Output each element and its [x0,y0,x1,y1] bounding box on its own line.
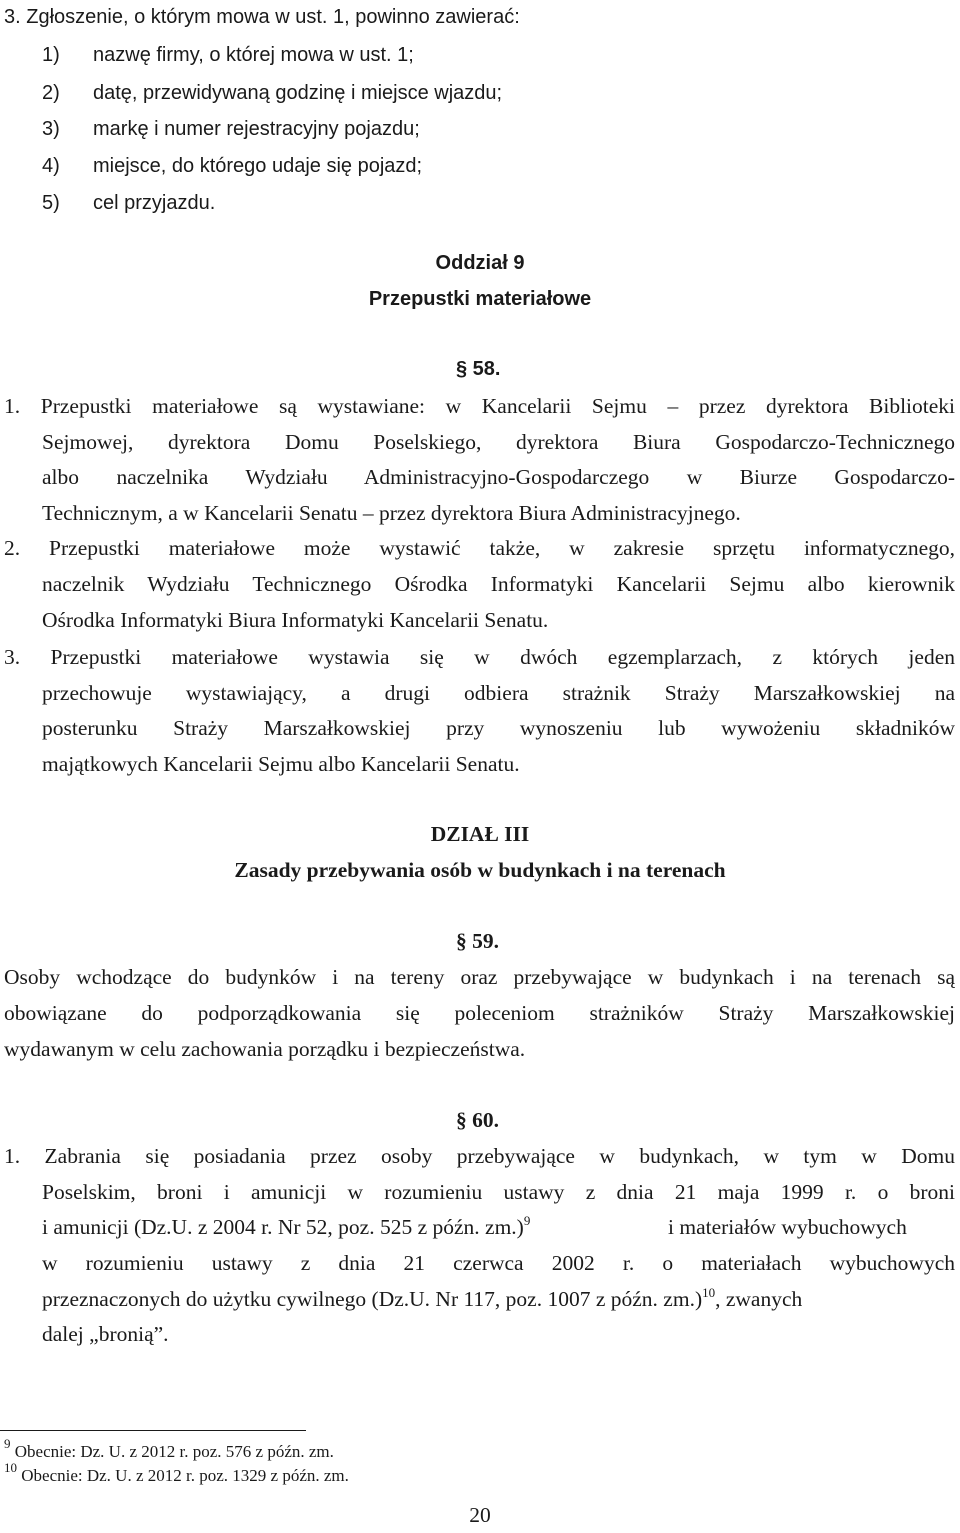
footnote [4,1460,349,1486]
text-line: 3. Przepustki materiałowe wystawia się w dwóch egzemplarzach, z których jeden [4,645,955,669]
text-line: 1. Zabrania się posiadania przez osoby przebywające w budynkach, w tym w Domu [4,1144,955,1168]
text-line [42,1215,530,1240]
paragraph-symbol: § 59. [456,929,499,953]
footnote-number: 9 [4,1436,11,1451]
text-segment: i materiałów wybuchowych [668,1215,907,1239]
text-line: wydawanym w celu zachowania porządku i bezpieczeństwa. [4,1037,526,1061]
section-subtitle: Przepustki materiałowe [368,288,592,310]
paragraph-symbol: § 58. [456,358,501,380]
text-line: 2. Przepustki materiałowe może wystawić także, w zakresie sprzętu informatycznego, [4,536,955,560]
text-line: Technicznym, a w Kancelarii Senatu – przez dyrektora Biura Administracyjnego. [42,501,741,525]
page-number: 20 [469,1503,491,1527]
text-line: obowiązane do podporządkowania się poleceniom strażników Straży Marszałkowskiej [4,1001,955,1025]
section-title: Oddział 9 [435,252,525,274]
division-subtitle: Zasady przebywania osób w budynkach i na terenach [234,858,726,882]
text-line [42,1287,802,1312]
intro-heading: 3. Zgłoszenie, o którym mowa w ust. 1, powinno zawierać: [4,6,520,28]
list-item: nazwę firmy, o której mowa w ust. 1; [93,44,414,66]
footnote-reference[interactable]: 10 [702,1285,716,1300]
footnote-number: 10 [4,1460,17,1475]
list-item: miejsce, do którego udaje się pojazd; [93,155,423,177]
footnote-reference[interactable]: 9 [523,1213,531,1228]
text-line: Sejmowej, dyrektora Domu Poselskiego, dyrektora Biura Gospodarczo-Technicznego [42,430,955,454]
text-line: przechowuje wystawiający, a drugi odbiera strażnik Straży Marszałkowskiej na [42,681,955,705]
list-item-number: 1) [42,44,60,66]
text-line: Ośrodka Informatyki Biura Informatyki Kancelarii Senatu. [42,608,549,632]
footnote-text: Obecnie: Dz. U. z 2012 r. poz. 576 z późn. zm. [14,1442,334,1461]
text-line: naczelnik Wydziału Technicznego Ośrodka Informatyki Kancelarii Sejmu albo kierownik [42,572,955,596]
list-item-number: 4) [42,155,60,177]
text-line: albo naczelnika Wydziału Administracyjno-Gospodarczego w Biurze Gospodarczo- [42,465,955,489]
footnote-text: Obecnie: Dz. U. z 2012 r. poz. 1329 z późn. zm. [21,1466,349,1485]
footnote-separator [0,1430,306,1431]
text-line: dalej „bronią”. [42,1322,169,1346]
list-item: markę i numer rejestracyjny pojazdu; [93,118,420,140]
text-segment: , zwanych [715,1287,803,1311]
text-line: 1. Przepustki materiałowe są wystawiane: w Kancelarii Sejmu – przez dyrektora Biblioteki [4,394,955,418]
text-line: w rozumieniu ustawy z dnia 21 czerwca 2002 r. o materiałach wybuchowych [42,1251,955,1275]
text-line: Osoby wchodzące do budynków i na tereny oraz przebywające w budynkach i na terenach są [4,965,955,989]
list-item-number: 2) [42,82,60,104]
text-line: Poselskim, broni i amunicji w rozumieniu ustawy z dnia 21 maja 1999 r. o broni [42,1180,955,1204]
list-item-number: 5) [42,192,60,214]
list-item: datę, przewidywaną godzinę i miejsce wjazdu; [93,82,503,104]
text-line: majątkowych Kancelarii Sejmu albo Kancelarii Senatu. [42,752,520,776]
text-segment: i amunicji (Dz.U. z 2004 r. Nr 52, poz. 525 z późn. zm.) [42,1215,524,1239]
list-item: cel przyjazdu. [93,192,216,214]
list-item-number: 3) [42,118,60,140]
division-title: DZIAŁ III [430,822,530,846]
text-segment: przeznaczonych do użytku cywilnego (Dz.U. Nr 117, poz. 1007 z późn. zm.) [42,1287,703,1311]
text-line: posterunku Straży Marszałkowskiej przy wynoszeniu lub wywożeniu składników [42,716,955,740]
footnote [4,1436,334,1462]
paragraph-symbol: § 60. [456,1108,499,1132]
